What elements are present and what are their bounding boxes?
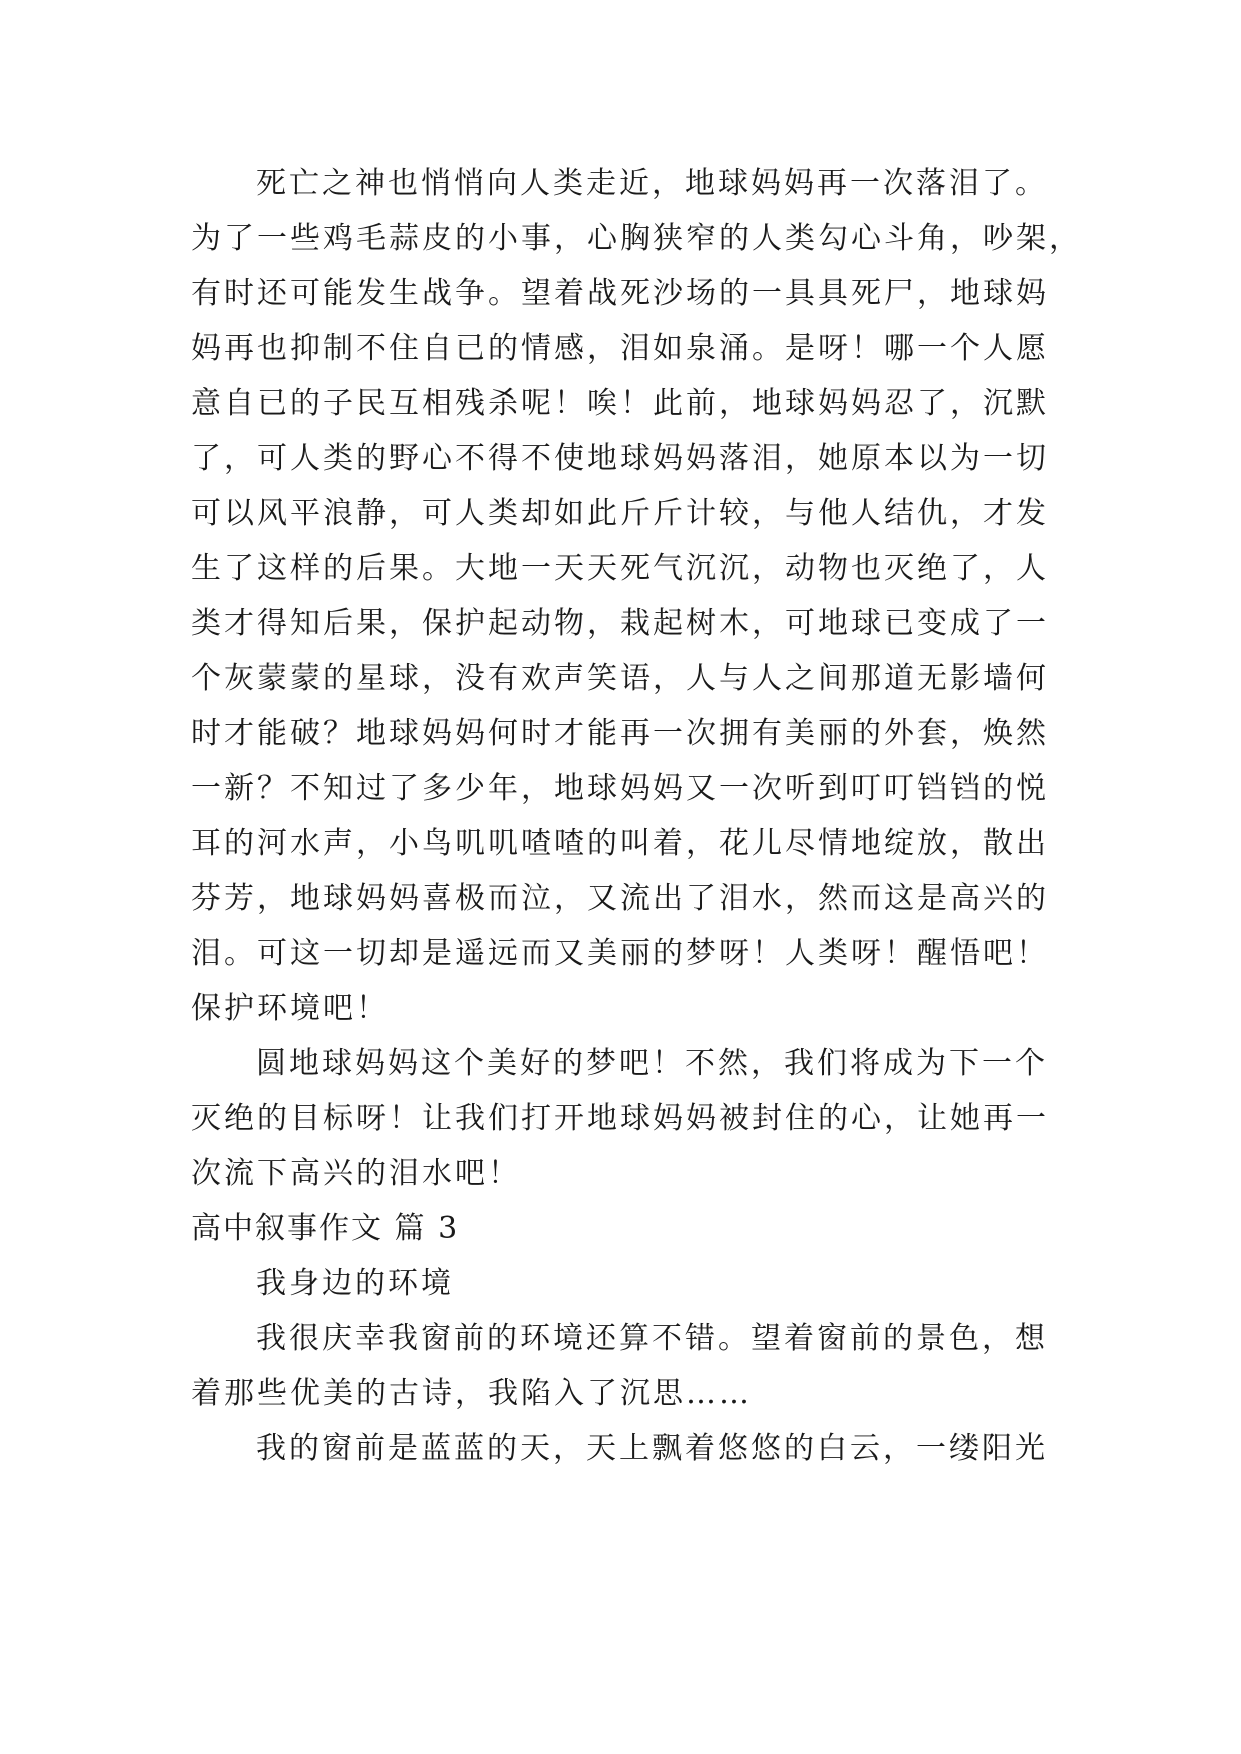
paragraph-line: 泪。可这一切却是遥远而又美丽的梦呀！人类呀！醒悟吧！ <box>191 936 1049 971</box>
paragraph-line: 灭绝的目标呀！让我们打开地球妈妈被封住的心，让她再一 <box>191 1101 1049 1136</box>
paragraph-line: 一新？不知过了多少年，地球妈妈又一次听到叮叮铛铛的悦 <box>191 771 1049 806</box>
paragraph-line: 妈再也抑制不住自已的情感，泪如泉涌。是呀！哪一个人愿 <box>191 331 1049 366</box>
paragraph-line: 了，可人类的野心不得不使地球妈妈落泪，她原本以为一切 <box>191 441 1049 476</box>
paragraph-line: 为了一些鸡毛蒜皮的小事，心胸狭窄的人类勾心斗角，吵架， <box>191 221 1082 256</box>
paragraph-line: 次流下高兴的泪水吧！ <box>191 1156 521 1191</box>
paragraph-line: 有时还可能发生战争。望着战死沙场的一具具死尸，地球妈 <box>191 276 1049 311</box>
paragraph-line: 可以风平浪静，可人类却如此斤斤计较，与他人结仇，才发 <box>191 496 1049 531</box>
paragraph-line: 我的窗前是蓝蓝的天，天上飘着悠悠的白云，一缕阳光 <box>256 1431 1048 1466</box>
paragraph-line: 时才能破？地球妈妈何时才能再一次拥有美丽的外套，焕然 <box>191 716 1049 751</box>
paragraph-line: 我很庆幸我窗前的环境还算不错。望着窗前的景色，想 <box>256 1321 1048 1356</box>
paragraph-line: 个灰蒙蒙的星球，没有欢声笑语，人与人之间那道无影墙何 <box>191 661 1049 696</box>
essay-title: 我身边的环境 <box>256 1266 454 1301</box>
section-heading: 高中叙事作文 篇 3 <box>191 1211 460 1246</box>
paragraph-line: 类才得知后果，保护起动物，栽起树木，可地球已变成了一 <box>191 606 1049 641</box>
paragraph-line: 意自已的子民互相残杀呢！唉！此前，地球妈妈忍了，沉默 <box>191 386 1049 421</box>
paragraph-line: 耳的河水声，小鸟叽叽喳喳的叫着，花儿尽情地绽放，散出 <box>191 826 1049 861</box>
paragraph-line: 生了这样的后果。大地一天天死气沉沉，动物也灭绝了，人 <box>191 551 1049 586</box>
paragraph-line: 芬芳，地球妈妈喜极而泣，又流出了泪水，然而这是高兴的 <box>191 881 1049 916</box>
paragraph-line: 着那些优美的古诗，我陷入了沉思…… <box>191 1376 752 1411</box>
paragraph-line: 圆地球妈妈这个美好的梦吧！不然，我们将成为下一个 <box>256 1046 1048 1081</box>
paragraph-line: 保护环境吧！ <box>191 991 389 1026</box>
paragraph-line: 死亡之神也悄悄向人类走近，地球妈妈再一次落泪了。 <box>256 166 1048 201</box>
